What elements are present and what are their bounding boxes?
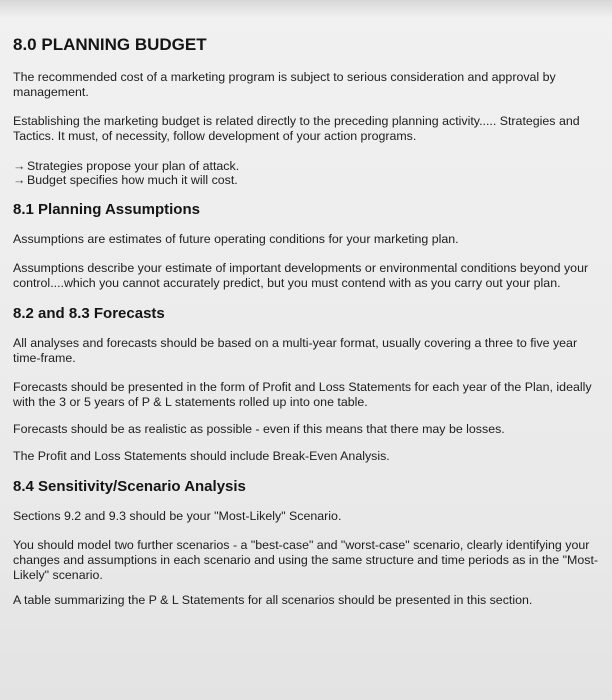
section-paragraph: Forecasts should be as realistic as possible - even if this means that there may be losses.	[13, 422, 505, 436]
section-heading-sensitivity-scenario-analysis: 8.4 Sensitivity/Scenario Analysis	[13, 478, 246, 495]
section-paragraph: All analyses and forecasts should be based on a multi-year format, usually covering a three to five year time-frame.	[13, 336, 578, 365]
section-paragraph: The Profit and Loss Statements should include Break-Even Analysis.	[13, 449, 390, 463]
intro-paragraph-2: Establishing the marketing budget is related directly to the preceding planning activity..... Strategies and Tactics. It must, of necessity, follow development of your action programs.	[13, 114, 580, 143]
list-item-text: Strategies propose your plan of attack.	[27, 159, 240, 173]
document-content	[13, 35, 599, 608]
intro-paragraph-1: The recommended cost of a marketing program is subject to serious consideration and approval by management.	[13, 70, 556, 99]
page-title: 8.0 PLANNING BUDGET	[13, 35, 207, 54]
section-paragraph: Assumptions are estimates of future operating conditions for your marketing plan.	[13, 232, 459, 246]
section-paragraph: Assumptions describe your estimate of important developments or environmental conditions beyond your control....which you cannot accurately predict, but you must contend with as you carry out your plan.	[13, 261, 589, 290]
right-arrow-icon: →	[13, 173, 26, 187]
section-paragraph: Sections 9.2 and 9.3 should be your "Most-Likely" Scenario.	[13, 509, 342, 523]
list-item	[13, 159, 599, 173]
strategy-budget-list	[13, 159, 599, 187]
list-item	[13, 173, 599, 187]
section-paragraph: You should model two further scenarios - a "best-case" and "worst-case" scenario, clearly identifying your changes and assumptions in each scenario and using the same structure and time periods as in the "Most-Likely" scenario.	[13, 538, 599, 582]
section-paragraph: A table summarizing the P & L Statements for all scenarios should be presented in this section.	[13, 593, 533, 607]
section-heading-planning-assumptions: 8.1 Planning Assumptions	[13, 201, 200, 218]
section-heading-forecasts: 8.2 and 8.3 Forecasts	[13, 305, 165, 322]
section-paragraph: Forecasts should be presented in the form of Profit and Loss Statements for each year of the Plan, ideally with the 3 or 5 years of P & L statements rolled up into one table.	[13, 380, 592, 409]
right-arrow-icon: →	[13, 159, 26, 173]
list-item-text: Budget specifies how much it will cost.	[27, 173, 238, 187]
